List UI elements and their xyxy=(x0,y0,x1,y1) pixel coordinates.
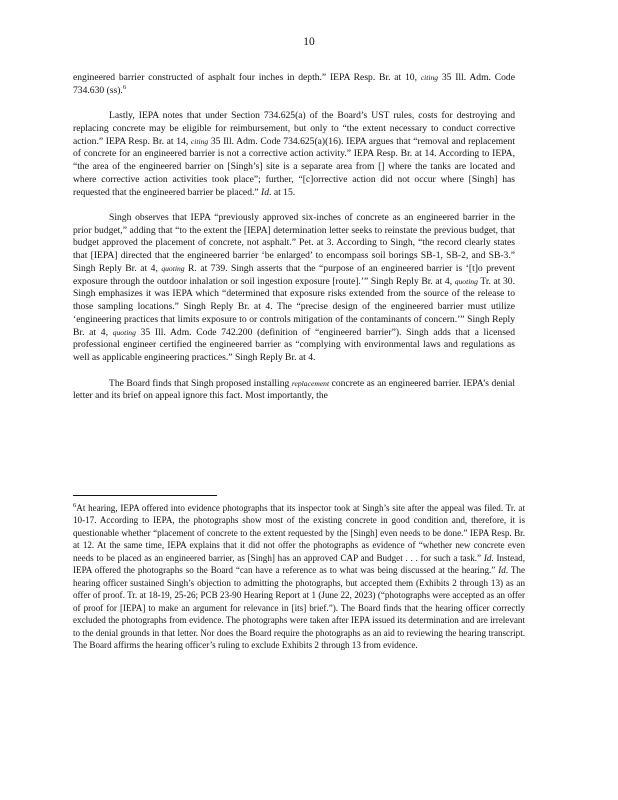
body-text xyxy=(73,72,515,416)
italic-signal: quoting xyxy=(112,327,136,337)
footnote-ref: 6 xyxy=(122,83,127,91)
text-run: 35 Ill. Adm. Code 734.625(a)(16). IEPA argues that “removal and replacement of concrete for an engineered barrier is not a corrective action activity.” IEPA Resp. Br. at 14. According to IEPA, “the area of the engineered barrier on [Singh’s] site is a separate area from [] where the tanks are located and where corrective action activities took place”; further, “[c]orrective action did not occur where [Singh] has requested that the engineered barrier be placed.” xyxy=(73,135,515,198)
footnote-6 xyxy=(73,502,525,651)
text-run: concrete as an engineered barrier. IEPA’s denial letter and its brief on appeal ignore this fact. Most importantly, the xyxy=(73,377,515,402)
paragraph-1 xyxy=(73,72,515,98)
italic-signal: Id xyxy=(261,186,270,198)
text-run: . at 15. xyxy=(269,186,296,198)
paragraph-3 xyxy=(73,212,515,365)
paragraph-4 xyxy=(73,378,515,404)
text-run: 35 Ill. Adm. Code 742.200 (definition of “engineered barrier”). Singh adds that a licensed professional engineer certified the engineered barrier as “complying with environmental laws and regulations as well as applicable engineering practices.” Singh Reply Br. at 4. xyxy=(73,326,515,364)
italic-signal: Id xyxy=(498,565,506,576)
text-run: Singh observes that IEPA “previously approved six-inches of concrete as an engineered barrier in the prior budget,” adding that “to the extent the [IEPA] determination letter seeks to reinstate the previous budget, that budget approved the placement of concrete, not asphalt.” Pet. at 3. According to Singh, “the record clearly states that [IEPA] directed that the engineered barrier ‘be enlarged’ to encompass soil borings SB-1, SB-2, and SB-3.” Singh Reply Br. at 4, xyxy=(73,211,515,274)
text-run: At hearing, IEPA offered into evidence photographs that its inspector took at Singh’s site after the appeal was filed. Tr. at 10-17. According to IEPA, the photographs show most of the existing concrete in good condition and, therefore, it is questionable whether “placement of concrete to the extent requested by the [Singh] even needs to be done.” IEPA Resp. Br. at 12. At the same time, IEPA explains that it did not offer the photographs as evidence of “whether new concrete even needs to be placed as an engineered barrier, as [Singh] has an approved CAP and Budget . . . for such a task.” xyxy=(73,503,525,563)
italic-signal: citing xyxy=(420,73,439,82)
text-run: . The hearing officer sustained Singh’s objection to admitting the photographs, but accepted them (Exhibits 2 through 13) as an offer of proof. Tr. at 18-19, 25-26; PCB 23-90 Hearing Report at 1 (June 22, 2023) (“photographs were accepted as an offer of proof for [IEPA] to make an argument for relevance in [its] brief.”). The Board finds that the hearing officer correctly excluded the photographs from evidence. The photographs were taken after IEPA issued its determination and are irrelevant to the denial grounds in that letter. Nor does the Board require the photographs as an aid to reviewing the hearing transcript. The Board affirms the hearing officer’s ruling to exclude Exhibits 2 through 13 from evidence. xyxy=(73,565,525,650)
text-run: . Instead, IEPA offered the photographs so the Board “can have a reference as to what was being discussed at the hearing.” xyxy=(73,552,525,576)
text-run: The Board finds that Singh proposed installing xyxy=(109,377,292,389)
text-run: R. at 739. Singh asserts that the “purpose of an engineered barrier is ‘[t]o prevent exposure through the outdoor inhalation or soil ingestion exposure [route].’” Singh Reply Br. at 4, xyxy=(73,262,515,287)
italic-signal: replacement xyxy=(291,378,330,388)
text-run: engineered barrier constructed of asphalt four inches in depth.” IEPA Resp. Br. at 10, xyxy=(73,72,421,83)
footnote-marker: 6 xyxy=(73,501,77,509)
italic-signal: quoting xyxy=(454,276,478,286)
text-run: Lastly, IEPA notes that under Section 734.625(a) of the Board’s UST rules, costs for destroying and replacing concrete may be eligible for reimbursement, but only to “the extent necessary to conduct corrective action.” IEPA Resp. Br. at 14, xyxy=(73,110,515,147)
footnote-text xyxy=(73,503,525,650)
page-number: 10 xyxy=(303,36,315,48)
italic-signal: quoting xyxy=(161,263,185,273)
footnote-separator xyxy=(73,495,217,496)
paragraph-2 xyxy=(73,110,515,199)
text-run: 35 Ill. Adm. Code 734.630 (ss). xyxy=(73,72,515,96)
italic-signal: Id xyxy=(483,552,492,563)
italic-signal: citing xyxy=(190,136,209,146)
text-run: Tr. at 30. Singh emphasizes it was IEPA which “determined that exposure risks extended from the source of the release to those sampling locations.” Singh Reply Br. at 4. The “precise design of the engineered barrier must utilize ‘engineering practices that limits exposure to or controls mitigation of the contaminants of concern.’” Singh Reply Br. at 4, xyxy=(73,275,515,338)
